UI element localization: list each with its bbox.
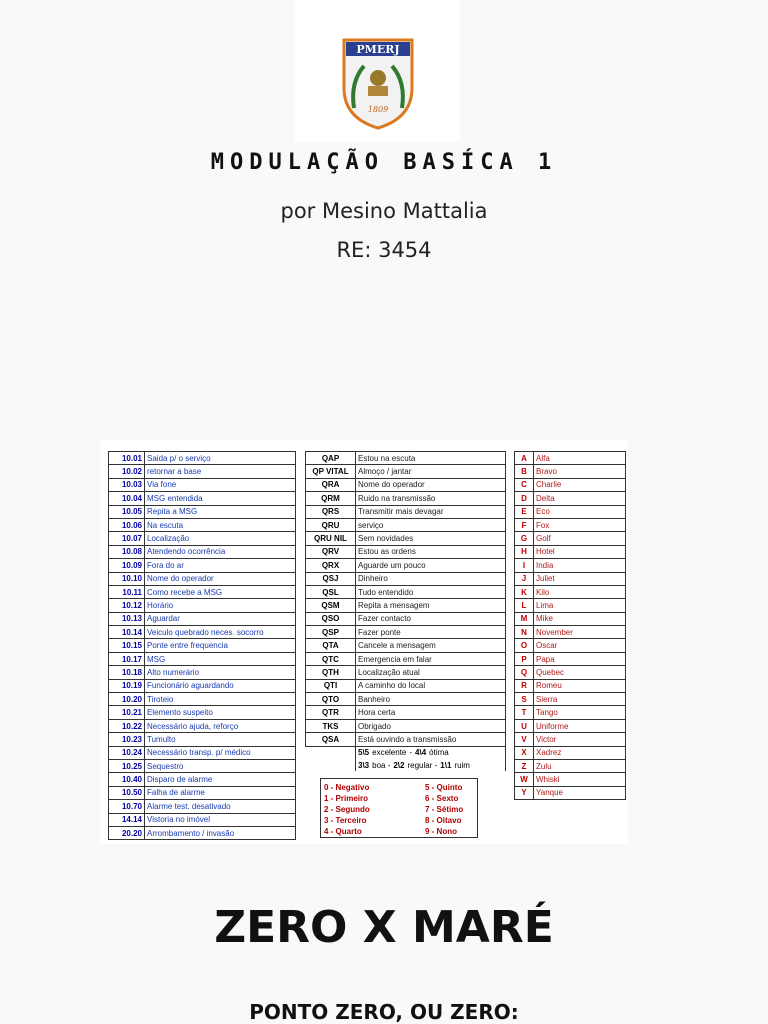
ten-code-meaning: Alarme test. desativado bbox=[145, 800, 296, 813]
ten-code-meaning: Fora do ar bbox=[145, 559, 296, 572]
phonetic-word: Whiski bbox=[534, 773, 626, 786]
ten-code: 14.14 bbox=[109, 813, 145, 826]
ten-code: 10.04 bbox=[109, 492, 145, 505]
ten-code-row bbox=[109, 478, 296, 491]
ten-code: 10.20 bbox=[109, 693, 145, 706]
q-code: QSL bbox=[306, 585, 356, 598]
phonetic-letter: A bbox=[515, 452, 534, 465]
q-code-row bbox=[306, 478, 506, 491]
ten-codes-table bbox=[108, 451, 296, 840]
phonetic-row bbox=[515, 706, 626, 719]
ten-code-meaning: Falha de alarme bbox=[145, 786, 296, 799]
q-code: QSM bbox=[306, 599, 356, 612]
phonetic-row bbox=[515, 639, 626, 652]
ordinal-number-item: 3 - Terceiro bbox=[324, 816, 367, 825]
q-code-row bbox=[306, 733, 506, 746]
ordinal-number-item: 2 - Segundo bbox=[324, 805, 370, 814]
ten-code-meaning: Elemento suspeito bbox=[145, 706, 296, 719]
phonetic-alphabet-table bbox=[514, 451, 626, 800]
q-code: QTI bbox=[306, 679, 356, 692]
q-code-meaning: Repita a mensagem bbox=[356, 599, 506, 612]
ten-code-row bbox=[109, 585, 296, 598]
ten-code-row bbox=[109, 505, 296, 518]
ordinal-number-item: 5 - Quinto bbox=[425, 783, 463, 792]
phonetic-letter: Y bbox=[515, 786, 534, 799]
phonetic-row bbox=[515, 545, 626, 558]
phonetic-word: India bbox=[534, 559, 626, 572]
signal-spacer bbox=[306, 746, 356, 759]
q-code: QRX bbox=[306, 559, 356, 572]
phonetic-letter: G bbox=[515, 532, 534, 545]
ten-code-row bbox=[109, 626, 296, 639]
q-code-row bbox=[306, 545, 506, 558]
q-code-meaning: Aguarde um pouco bbox=[356, 559, 506, 572]
phonetic-word: Oscar bbox=[534, 639, 626, 652]
phonetic-word: Golf bbox=[534, 532, 626, 545]
signal-spacer bbox=[306, 759, 356, 771]
ten-code-row bbox=[109, 465, 296, 478]
phonetic-letter: K bbox=[515, 585, 534, 598]
ten-code-meaning: MSG bbox=[145, 652, 296, 665]
ten-code: 10.17 bbox=[109, 652, 145, 665]
phonetic-letter: I bbox=[515, 559, 534, 572]
phonetic-letter: B bbox=[515, 465, 534, 478]
phonetic-row bbox=[515, 626, 626, 639]
phonetic-letter: F bbox=[515, 518, 534, 531]
phonetic-row bbox=[515, 733, 626, 746]
ordinal-number-item: 0 - Negativo bbox=[324, 783, 370, 792]
phonetic-word: Bravo bbox=[534, 465, 626, 478]
q-code-row bbox=[306, 585, 506, 598]
ten-code-row bbox=[109, 746, 296, 759]
ordinal-number-item: 7 - Sétimo bbox=[425, 805, 464, 814]
ten-code-row bbox=[109, 572, 296, 585]
phonetic-word: Xadrez bbox=[534, 746, 626, 759]
ten-code: 10.21 bbox=[109, 706, 145, 719]
q-code-row bbox=[306, 666, 506, 679]
phonetic-row bbox=[515, 652, 626, 665]
q-code-row bbox=[306, 518, 506, 531]
q-code-meaning: Transmitir mais devagar bbox=[356, 505, 506, 518]
phonetic-row bbox=[515, 773, 626, 786]
phonetic-word: Lima bbox=[534, 599, 626, 612]
phonetic-word: Delta bbox=[534, 492, 626, 505]
ten-code-meaning: Tumulto bbox=[145, 733, 296, 746]
ten-code-row bbox=[109, 518, 296, 531]
phonetic-row bbox=[515, 746, 626, 759]
ten-code-meaning: Veiculo quebrado neces. socorro bbox=[145, 626, 296, 639]
ten-code: 10.23 bbox=[109, 733, 145, 746]
phonetic-word: Uniforme bbox=[534, 719, 626, 732]
signal-quality-text: boa - bbox=[372, 760, 391, 770]
q-code-meaning: Estou na escuta bbox=[356, 452, 506, 465]
q-code: QTH bbox=[306, 666, 356, 679]
logo-brand-text: PMERJ bbox=[356, 43, 400, 56]
phonetic-word: Charlie bbox=[534, 478, 626, 491]
ten-code-row bbox=[109, 639, 296, 652]
signal-quality-text: - bbox=[409, 748, 413, 758]
ten-code: 10.22 bbox=[109, 719, 145, 732]
signal-quality-text: 2\2 bbox=[393, 760, 405, 770]
phonetic-word: Romeu bbox=[534, 679, 626, 692]
ten-code-meaning: Nome do operador bbox=[145, 572, 296, 585]
ten-code-row bbox=[109, 452, 296, 465]
ordinal-number-item: 1 - Primeiro bbox=[324, 794, 369, 803]
ten-code-meaning: MSG entendida bbox=[145, 492, 296, 505]
phonetic-word: Tango bbox=[534, 706, 626, 719]
ten-code-meaning: Sequestro bbox=[145, 759, 296, 772]
phonetic-letter: D bbox=[515, 492, 534, 505]
ten-code: 10.25 bbox=[109, 759, 145, 772]
ten-code: 10.03 bbox=[109, 478, 145, 491]
ten-code: 10.05 bbox=[109, 505, 145, 518]
ten-code: 10.19 bbox=[109, 679, 145, 692]
ten-code-meaning: Necessário transp. p/ médico bbox=[145, 746, 296, 759]
ten-code: 10.70 bbox=[109, 800, 145, 813]
phonetic-row bbox=[515, 452, 626, 465]
phonetic-letter: O bbox=[515, 639, 534, 652]
ten-code: 10.08 bbox=[109, 545, 145, 558]
q-code: TKS bbox=[306, 719, 356, 732]
ten-code-row bbox=[109, 612, 296, 625]
ten-code-meaning: Vistoria no imóvel bbox=[145, 813, 296, 826]
q-code-row bbox=[306, 693, 506, 706]
ten-code-meaning: Repita a MSG bbox=[145, 505, 296, 518]
ten-code: 10.09 bbox=[109, 559, 145, 572]
ten-code-meaning: Via fone bbox=[145, 478, 296, 491]
phonetic-row bbox=[515, 786, 626, 799]
ordinal-number-item: 9 - Nono bbox=[425, 827, 457, 836]
ten-code-meaning: Disparo de alarme bbox=[145, 773, 296, 786]
q-code-meaning: Cancele a mensagem bbox=[356, 639, 506, 652]
phonetic-row bbox=[515, 585, 626, 598]
signal-quality-row-1 bbox=[306, 746, 506, 759]
q-code-row bbox=[306, 532, 506, 545]
ten-code: 10.11 bbox=[109, 585, 145, 598]
phonetic-word: Quebec bbox=[534, 666, 626, 679]
q-code-meaning: Tudo entendido bbox=[356, 585, 506, 598]
q-code: QRS bbox=[306, 505, 356, 518]
ten-code: 10.06 bbox=[109, 518, 145, 531]
pmerj-badge-logo bbox=[340, 38, 416, 130]
phonetic-word: Fox bbox=[534, 518, 626, 531]
ten-code: 10.10 bbox=[109, 572, 145, 585]
phonetic-letter: T bbox=[515, 706, 534, 719]
q-code-meaning: Ruido na transmissão bbox=[356, 492, 506, 505]
phonetic-letter: U bbox=[515, 719, 534, 732]
phonetic-letter: L bbox=[515, 599, 534, 612]
q-code-meaning: Banheiro bbox=[356, 693, 506, 706]
q-code: QTR bbox=[306, 706, 356, 719]
q-code-meaning: Localização atual bbox=[356, 666, 506, 679]
q-code-row bbox=[306, 706, 506, 719]
ten-code: 10.02 bbox=[109, 465, 145, 478]
phonetic-row bbox=[515, 518, 626, 531]
phonetic-row bbox=[515, 612, 626, 625]
q-code-row bbox=[306, 505, 506, 518]
ten-code-meaning: Localização bbox=[145, 532, 296, 545]
q-code: QTC bbox=[306, 652, 356, 665]
ten-code-row bbox=[109, 813, 296, 826]
ten-code: 10.24 bbox=[109, 746, 145, 759]
q-code-row bbox=[306, 599, 506, 612]
q-code-row bbox=[306, 639, 506, 652]
phonetic-letter: Z bbox=[515, 759, 534, 772]
ten-code-row bbox=[109, 492, 296, 505]
q-code-row bbox=[306, 572, 506, 585]
ten-code-meaning: Saida p/ o serviço bbox=[145, 452, 296, 465]
q-code-meaning: Fazer ponte bbox=[356, 626, 506, 639]
registration-line: RE: 3454 bbox=[336, 238, 432, 262]
signal-quality-text: excelente bbox=[372, 748, 407, 758]
phonetic-letter: W bbox=[515, 773, 534, 786]
phonetic-word: Juliet bbox=[534, 572, 626, 585]
q-code-meaning: Nome do operador bbox=[356, 478, 506, 491]
phonetic-row bbox=[515, 532, 626, 545]
signal-quality-cell bbox=[356, 746, 506, 759]
phonetic-word: November bbox=[534, 626, 626, 639]
ten-code-meaning: retornar a base bbox=[145, 465, 296, 478]
ordinal-number-item: 8 - Oitavo bbox=[425, 816, 462, 825]
q-code-meaning: Sem novidades bbox=[356, 532, 506, 545]
phonetic-letter: V bbox=[515, 733, 534, 746]
signal-quality-text: ruim bbox=[454, 760, 470, 770]
signal-quality-text: ótima bbox=[429, 748, 449, 758]
q-code: QP VITAL bbox=[306, 465, 356, 478]
q-code-meaning: A caminho do local bbox=[356, 679, 506, 692]
ten-code-meaning: Necessário ajuda, reforço bbox=[145, 719, 296, 732]
phonetic-word: Zulu bbox=[534, 759, 626, 772]
ten-code-row bbox=[109, 559, 296, 572]
q-code: QAP bbox=[306, 452, 356, 465]
ten-code: 10.50 bbox=[109, 786, 145, 799]
ordinal-numbers-right bbox=[425, 782, 463, 837]
q-code: QRU bbox=[306, 518, 356, 531]
phonetic-row bbox=[515, 679, 626, 692]
ten-code-row bbox=[109, 800, 296, 813]
ten-code-row bbox=[109, 826, 296, 839]
q-code: QTA bbox=[306, 639, 356, 652]
q-code-row bbox=[306, 465, 506, 478]
q-code-meaning: Emergencia em falar bbox=[356, 652, 506, 665]
ten-code: 10.40 bbox=[109, 773, 145, 786]
phonetic-row bbox=[515, 693, 626, 706]
q-codes-table bbox=[305, 451, 506, 771]
ten-code-row bbox=[109, 759, 296, 772]
phonetic-row bbox=[515, 465, 626, 478]
ten-code-meaning: Como recebe a MSG bbox=[145, 585, 296, 598]
ten-code-meaning: Arrombamento / invasão bbox=[145, 826, 296, 839]
ten-code-row bbox=[109, 719, 296, 732]
q-code-row bbox=[306, 612, 506, 625]
author-line: por Mesino Mattalia bbox=[280, 199, 488, 223]
q-code-row bbox=[306, 719, 506, 732]
ten-code-meaning: Funcionário aguardando bbox=[145, 679, 296, 692]
q-code-row bbox=[306, 626, 506, 639]
q-code: QSA bbox=[306, 733, 356, 746]
q-code-row bbox=[306, 652, 506, 665]
phonetic-row bbox=[515, 505, 626, 518]
ten-code: 10.15 bbox=[109, 639, 145, 652]
q-code-meaning: Obrigado bbox=[356, 719, 506, 732]
ten-code-meaning: Tiroteio bbox=[145, 693, 296, 706]
ten-code-row bbox=[109, 733, 296, 746]
ten-code-row bbox=[109, 532, 296, 545]
phonetic-letter: N bbox=[515, 626, 534, 639]
phonetic-row bbox=[515, 492, 626, 505]
q-code-meaning: Almoço / jantar bbox=[356, 465, 506, 478]
ordinal-numbers-box bbox=[320, 778, 478, 838]
ten-code: 10.14 bbox=[109, 626, 145, 639]
phonetic-word: Kilo bbox=[534, 585, 626, 598]
ten-code-row bbox=[109, 652, 296, 665]
q-code-meaning: Estou as ordens bbox=[356, 545, 506, 558]
ten-code: 10.13 bbox=[109, 612, 145, 625]
phonetic-row bbox=[515, 719, 626, 732]
phonetic-word: Mike bbox=[534, 612, 626, 625]
ordinal-numbers-left bbox=[324, 782, 370, 837]
q-code: QRA bbox=[306, 478, 356, 491]
phonetic-word: Alfa bbox=[534, 452, 626, 465]
phonetic-word: Hotel bbox=[534, 545, 626, 558]
ten-code-row bbox=[109, 706, 296, 719]
q-code: QSP bbox=[306, 626, 356, 639]
q-code-row bbox=[306, 559, 506, 572]
phonetic-word: Victor bbox=[534, 733, 626, 746]
q-code-row bbox=[306, 679, 506, 692]
ordinal-number-item: 4 - Quarto bbox=[324, 827, 362, 836]
ten-code-meaning: Horário bbox=[145, 599, 296, 612]
ten-code: 10.12 bbox=[109, 599, 145, 612]
ten-code-row bbox=[109, 773, 296, 786]
q-code: QTO bbox=[306, 693, 356, 706]
ten-code-row bbox=[109, 545, 296, 558]
phonetic-row bbox=[515, 559, 626, 572]
signal-quality-row-2 bbox=[306, 759, 506, 771]
ten-code-row bbox=[109, 679, 296, 692]
phonetic-letter: R bbox=[515, 679, 534, 692]
q-code: QSO bbox=[306, 612, 356, 625]
q-code-meaning: Está ouvindo a transmissão bbox=[356, 733, 506, 746]
phonetic-word: Yanque bbox=[534, 786, 626, 799]
q-code-row bbox=[306, 492, 506, 505]
phonetic-letter: P bbox=[515, 652, 534, 665]
phonetic-letter: M bbox=[515, 612, 534, 625]
q-code: QRV bbox=[306, 545, 356, 558]
ten-code: 20.20 bbox=[109, 826, 145, 839]
ten-code-row bbox=[109, 693, 296, 706]
q-code-row bbox=[306, 452, 506, 465]
ten-code-meaning: Alto numerário bbox=[145, 666, 296, 679]
signal-quality-text: regular - bbox=[407, 760, 438, 770]
signal-quality-text: 1\1 bbox=[440, 760, 452, 770]
phonetic-word: Sierra bbox=[534, 693, 626, 706]
phonetic-letter: S bbox=[515, 693, 534, 706]
phonetic-letter: X bbox=[515, 746, 534, 759]
phonetic-word: Papa bbox=[534, 652, 626, 665]
ten-code-row bbox=[109, 666, 296, 679]
ten-code-meaning: Atendendo ocorrência bbox=[145, 545, 296, 558]
phonetic-row bbox=[515, 572, 626, 585]
phonetic-letter: J bbox=[515, 572, 534, 585]
q-code: QRM bbox=[306, 492, 356, 505]
q-code-meaning: serviço bbox=[356, 518, 506, 531]
signal-quality-text: 4\4 bbox=[415, 748, 427, 758]
q-code: QRU NIL bbox=[306, 532, 356, 545]
signal-quality-cell bbox=[356, 759, 506, 771]
phonetic-letter: Q bbox=[515, 666, 534, 679]
q-code-meaning: Fazer contacto bbox=[356, 612, 506, 625]
phonetic-row bbox=[515, 599, 626, 612]
ten-code: 10.18 bbox=[109, 666, 145, 679]
phonetic-letter: C bbox=[515, 478, 534, 491]
logo-year-text: 1809 bbox=[367, 105, 389, 114]
phonetic-letter: H bbox=[515, 545, 534, 558]
document-title: MODULAÇÃO BASÍCA 1 bbox=[210, 150, 558, 175]
signal-quality-text: 5\5 bbox=[358, 748, 370, 758]
ordinal-number-item: 6 - Sexto bbox=[425, 794, 459, 803]
q-code: QSJ bbox=[306, 572, 356, 585]
signal-quality-text: 3\3 bbox=[358, 760, 370, 770]
ten-code-meaning: Ponte entre frequencia bbox=[145, 639, 296, 652]
q-code-meaning: Dinheiro bbox=[356, 572, 506, 585]
ten-code: 10.07 bbox=[109, 532, 145, 545]
phonetic-row bbox=[515, 478, 626, 491]
phonetic-row bbox=[515, 759, 626, 772]
phonetic-word: Eco bbox=[534, 505, 626, 518]
ten-code-meaning: Aguardar bbox=[145, 612, 296, 625]
section-title: ZERO X MARÉ bbox=[214, 902, 554, 953]
ten-code: 10.01 bbox=[109, 452, 145, 465]
ten-code-row bbox=[109, 786, 296, 799]
ten-code-row bbox=[109, 599, 296, 612]
phonetic-letter: E bbox=[515, 505, 534, 518]
phonetic-row bbox=[515, 666, 626, 679]
ten-code-meaning: Na escuta bbox=[145, 518, 296, 531]
section-subtitle: PONTO ZERO, OU ZERO: bbox=[249, 1000, 519, 1024]
q-code-meaning: Hora certa bbox=[356, 706, 506, 719]
